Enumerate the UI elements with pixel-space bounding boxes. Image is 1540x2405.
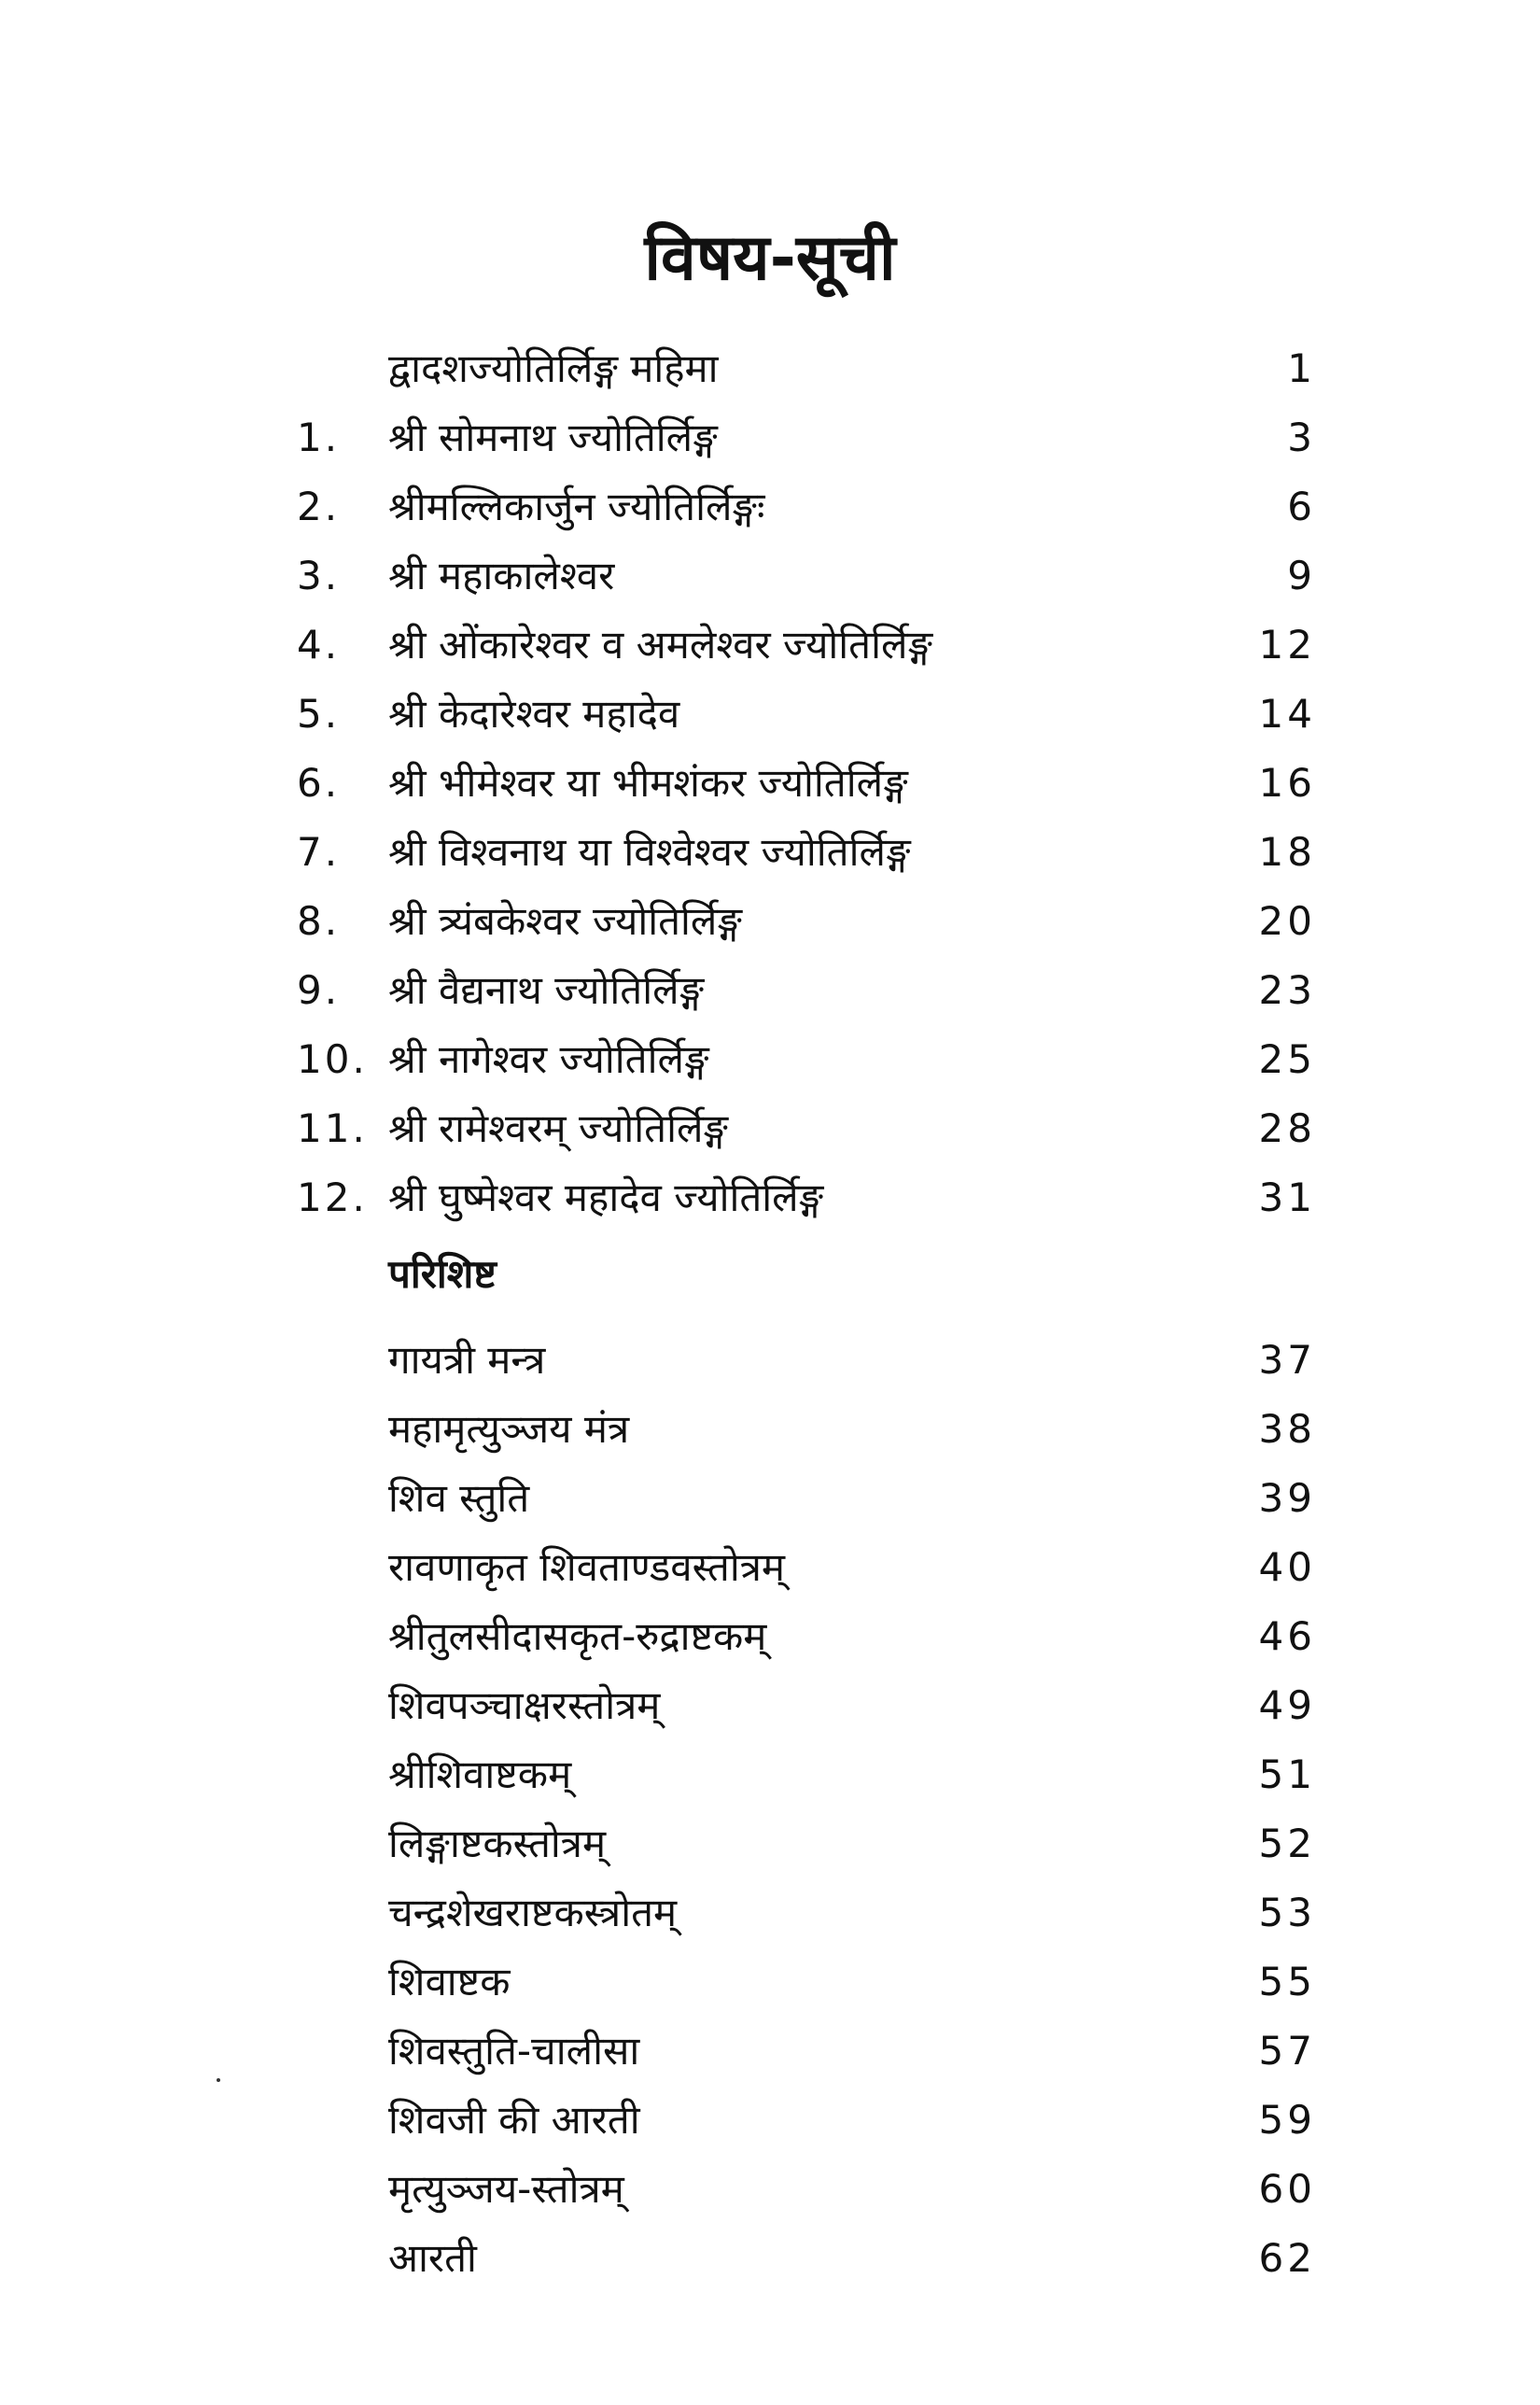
appendix-entry-label: लिङ्गाष्टकस्तोत्रम् [388,1821,607,1866]
toc-entry [0,680,1540,749]
appendix-entry-page: 46 [1258,1613,1316,1659]
appendix-entry-page: 39 [1258,1475,1316,1521]
toc-entry [0,749,1540,818]
appendix-entry-label: शिवपञ्चाक्षरस्तोत्रम् [388,1682,661,1728]
appendix-entry [0,2017,1540,2086]
appendix-entry-label: मृत्युञ्जय-स्तोत्रम् [388,2166,624,2212]
toc-entry-page: 18 [1258,829,1316,875]
appendix-entry-label: शिवाष्टक [388,1959,511,2004]
toc-entry-page: 20 [1258,898,1316,944]
appendix-entry-label: गायत्री मन्त्र [388,1337,546,1383]
toc-entry-number: 11. [297,1105,368,1151]
appendix-entry-page: 37 [1258,1337,1316,1383]
toc-entry-label: श्री वैद्यनाथ ज्योतिर्लिङ्ग [388,967,705,1013]
appendix-entry-page: 59 [1258,2097,1316,2143]
appendix-entry [0,1809,1540,1878]
toc-entry-page: 9 [1287,553,1316,598]
toc-entry-number: 8. [297,898,341,944]
appendix-entry-page: 62 [1258,2235,1316,2281]
toc-entry-label: श्री महाकालेश्वर [388,553,615,598]
appendix-entry-page: 38 [1258,1406,1316,1452]
toc-entry-label: श्री विश्वनाथ या विश्वेश्वर ज्योतिर्लिङ्ग [388,829,911,875]
toc-entry-label: श्री केदारेश्वर महादेव [388,691,680,737]
toc-entry-number: 5. [297,691,341,737]
appendix-entry [0,1878,1540,1948]
appendix-entry-label: शिव स्तुति [388,1475,530,1521]
toc-entry-number: 4. [297,622,341,668]
toc-entry-number: 1. [297,415,341,460]
page-title: विषय-सूची [644,221,896,295]
toc-entry-label: श्री त्र्यंबकेश्वर ज्योतिर्लिङ्ग [388,898,742,944]
toc-entry [0,887,1540,956]
toc-entry [0,956,1540,1025]
appendix-entry-page: 52 [1258,1821,1316,1866]
appendix-entry [0,1395,1540,1464]
appendix-entry-label: रावणाकृत शिवताण्डवस्तोत्रम् [388,1544,786,1590]
toc-entry-page: 16 [1258,760,1316,806]
appendix-entry-label: शिवजी की आरती [388,2097,640,2143]
toc-entry [0,1025,1540,1094]
appendix-entry-page: 40 [1258,1544,1316,1590]
toc-entry-label: श्रीमल्लिकार्जुन ज्योतिर्लिङ्गः [388,484,765,529]
appendix-entry [0,1948,1540,2017]
toc-entry-intro [0,334,1540,403]
appendix-entry-page: 60 [1258,2166,1316,2212]
appendix-entry-label: श्रीशिवाष्टकम् [388,1751,572,1797]
appendix-heading: परिशिष्ट [388,1251,497,1297]
toc-entry-number: 3. [297,553,341,598]
toc-entry-page: 25 [1258,1036,1316,1082]
toc-entry-page: 12 [1258,622,1316,668]
appendix-entry [0,2155,1540,2224]
appendix-entry [0,2224,1540,2293]
appendix-entry [0,1533,1540,1602]
appendix-entry-label: आरती [388,2235,477,2281]
appendix-entry-page: 53 [1258,1890,1316,1935]
appendix-entry [0,1326,1540,1395]
toc-entry [0,818,1540,887]
toc-entry-number: 7. [297,829,341,875]
appendix-entry-page: 57 [1258,2028,1316,2074]
toc-entry-number: 2. [297,484,341,529]
toc-entry-label: श्री रामेश्वरम् ज्योतिर्लिङ्ग [388,1105,729,1151]
toc-entry-number: 12. [297,1174,368,1220]
appendix-entry [0,1464,1540,1533]
toc-entry-label: श्री भीमेश्वर या भीमशंकर ज्योतिर्लिङ्ग [388,760,908,806]
appendix-entry-page: 51 [1258,1751,1316,1797]
toc-entry-page: 14 [1258,691,1316,737]
toc-entry [0,403,1540,472]
toc-entry [0,1163,1540,1232]
toc-entry-label: श्री नागेश्वर ज्योतिर्लिङ्ग [388,1036,709,1082]
toc-entry-number: 10. [297,1036,368,1082]
toc-entry [0,1094,1540,1163]
appendix-entry [0,2086,1540,2155]
appendix-entry-page: 55 [1258,1959,1316,2004]
toc-entry-page: 1 [1287,345,1316,391]
toc-entry-label: द्वादशज्योतिर्लिङ्ग महिमा [388,345,719,391]
toc-entry-number: 9. [297,967,341,1013]
stray-mark [217,2078,220,2082]
appendix-entry-label: श्रीतुलसीदासकृत-रुद्राष्टकम् [388,1613,767,1659]
toc-entry-label: श्री सोमनाथ ज्योतिर्लिङ्ग [388,415,718,460]
appendix-entry [0,1671,1540,1740]
toc-entry [0,611,1540,680]
appendix-entry-label: शिवस्तुति-चालीसा [388,2028,640,2074]
toc-entry [0,472,1540,541]
appendix-entry-page: 49 [1258,1682,1316,1728]
toc-entry-page: 3 [1287,415,1316,460]
toc-entry [0,541,1540,611]
toc-entry-label: श्री घुष्मेश्वर महादेव ज्योतिर्लिङ्ग [388,1174,824,1220]
appendix-entry [0,1740,1540,1809]
appendix-entry [0,1602,1540,1671]
toc-entry-page: 23 [1258,967,1316,1013]
appendix-entry-label: महामृत्युञ्जय मंत्र [388,1406,630,1452]
toc-entry-number: 6. [297,760,341,806]
toc-entry-label: श्री ओंकारेश्वर व अमलेश्वर ज्योतिर्लिङ्ग [388,622,933,668]
toc-entry-page: 28 [1258,1105,1316,1151]
toc-entry-page: 31 [1258,1174,1316,1220]
toc-entry-page: 6 [1287,484,1316,529]
appendix-entry-label: चन्द्रशेखराष्टकस्त्रोतम् [388,1890,678,1935]
